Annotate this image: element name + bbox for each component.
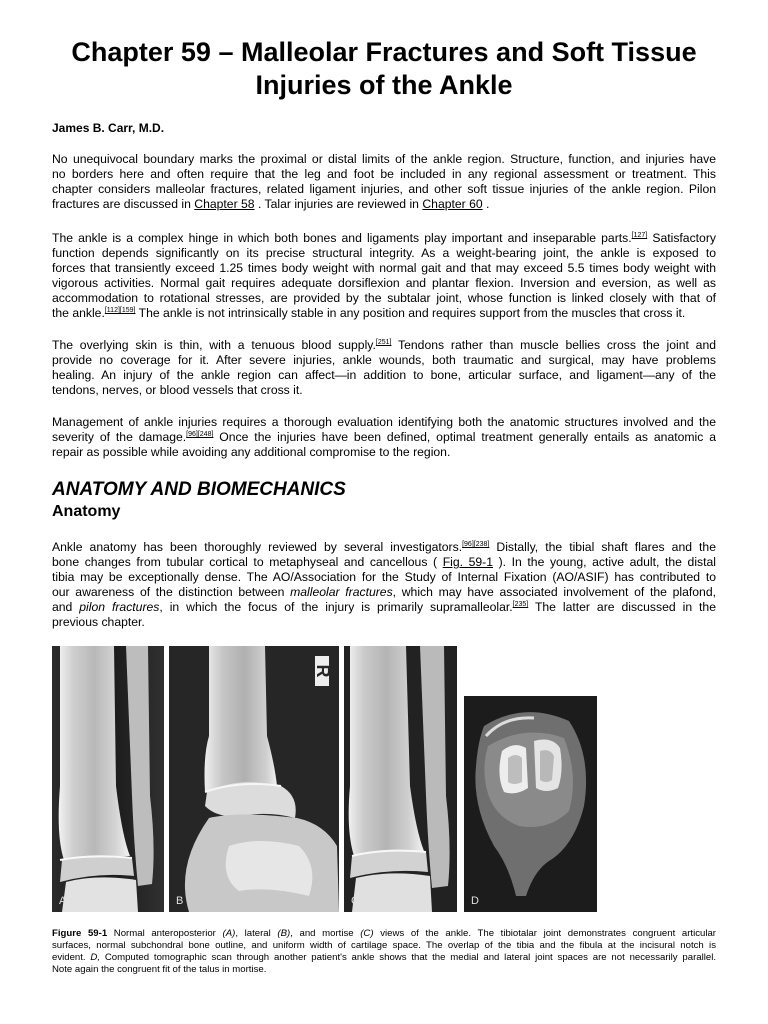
text-fragment: , which may have associated involvement of the plafond, <box>392 585 716 599</box>
text-line: no borders here and often require that the leg and foot be included in any regional assessment or treatment. This <box>52 167 716 181</box>
chapter-title <box>52 36 716 102</box>
panel-label-c: C <box>351 895 359 907</box>
text-line: No unequivocal boundary marks the proximal or distal limits of the ankle region. Structure, function, and injuries have <box>52 152 716 166</box>
xray-panel-b <box>169 646 339 912</box>
text-fragment: bone changes from tubular cortical to metaphyseal and cancellous ( <box>52 555 443 569</box>
caption-line <box>52 952 716 964</box>
text-fragment: and <box>52 600 80 614</box>
text-fragment: The overlying skin is thin, with a tenuous blood supply. <box>52 338 376 352</box>
figure-59-1 <box>52 646 716 912</box>
text-line: healing. An injury of the ankle region can affect—in addition to bone, articular surface, and ligament—any of the <box>52 368 716 382</box>
text-line: previous chapter. <box>52 615 145 629</box>
text-fragment: Satisfactory <box>647 231 716 245</box>
text-line: forces that transiently exceed 1.25 times body weight with normal gait and that may exceed 5.5 times body weight with <box>52 261 716 275</box>
emphasis-term: (A) <box>222 928 236 939</box>
section-heading: ANATOMY AND BIOMECHANICS <box>52 479 346 500</box>
text-line: vigorous activities. Normal gait requires adequate dorsiflexion and plantar flexion. Inversion and eversion, as well as <box>52 276 716 290</box>
text-fragment: The ankle is not intrinsically stable in any position and requires support from the muscles that cross it. <box>135 306 686 320</box>
caption-line <box>52 928 716 940</box>
emphasis-term: (B) <box>277 928 291 939</box>
text-line <box>52 555 716 570</box>
text-fragment: . Talar injuries are reviewed in <box>254 197 423 211</box>
text-line <box>52 540 716 555</box>
text-line: chapter considers malleolar fractures, related ligament injuries, and other soft tissue injuries of the ankle region. Pilon <box>52 182 716 196</box>
reference-link[interactable]: [235] <box>512 601 529 608</box>
text-line: tibia may be exceptionally dense. The AO/Association for the Study of Internal Fixation (AO/ASIF) has contributed to <box>52 570 716 584</box>
emphasis-term: D, <box>90 952 101 963</box>
xray-panel-a <box>52 646 164 912</box>
text-fragment: the ankle. <box>52 306 105 320</box>
panel-label-b: B <box>176 895 184 907</box>
paragraph-anatomy <box>52 540 716 630</box>
reference-link[interactable]: [251] <box>375 339 392 346</box>
text-fragment: , lateral <box>235 928 278 939</box>
reference-link[interactable]: [96][248] <box>186 431 214 438</box>
text-fragment: , in which the focus of the injury is primarily supramalleolar. <box>159 600 513 614</box>
text-line: function depends significantly on its precise structural integrity. As a weight-bearing joint, the ankle is exposed to <box>52 246 716 260</box>
chapter-60-link[interactable]: Chapter 60 <box>422 197 483 211</box>
text-fragment: evident. <box>52 952 91 963</box>
text-line <box>52 231 716 246</box>
text-fragment: severity of the damage. <box>52 430 187 444</box>
text-fragment: . <box>482 197 490 211</box>
text-line <box>52 197 716 212</box>
text-fragment: Tendons rather than muscle bellies cross the joint and <box>391 338 716 352</box>
chapter-title-line-1: Chapter 59 – Malleolar Fractures and Soft Tissue <box>71 37 697 67</box>
panel-label-a: A <box>59 895 67 907</box>
text-fragment: our awareness of the distinction between <box>52 585 291 599</box>
text-line: repair as possible while avoiding any additional compromise to the region. <box>52 445 451 459</box>
paragraph-management <box>52 415 716 460</box>
lateral-marker-letter: R <box>313 664 333 678</box>
text-fragment: Once the injuries have been defined, optimal treatment generally entails as anatomic a <box>213 430 717 444</box>
text-line <box>52 600 716 615</box>
xray-panel-c <box>344 646 457 912</box>
panel-label-d: D <box>471 895 479 907</box>
chapter-58-link[interactable]: Chapter 58 <box>194 197 255 211</box>
text-line <box>52 585 716 600</box>
text-fragment: fractures are discussed in <box>52 197 195 211</box>
text-fragment: The latter are discussed in the <box>528 600 716 614</box>
text-line: Management of ankle injuries requires a thorough evaluation identifying both the anatomic structures involved and the <box>52 415 716 429</box>
xray-mortise-image <box>344 646 457 912</box>
reference-link[interactable]: [127] <box>631 232 648 239</box>
text-fragment: , and mortise <box>290 928 361 939</box>
figure-caption <box>52 928 716 976</box>
text-line <box>52 338 716 353</box>
author-name: James B. Carr, M.D. <box>52 121 165 135</box>
text-fragment: Computed tomographic scan through another patient's ankle shows that the medial and lateral joint spaces are not necessarily parallel. <box>100 952 716 963</box>
ct-scan-image <box>464 696 597 912</box>
text-fragment: Ankle anatomy has been thoroughly reviewed by several investigators. <box>52 540 463 554</box>
caption-line: surfaces, normal subchondral bone outline, and uniform width of cartilage space. The overlap of the tibia and the fibula at the incisural notch is <box>52 940 716 951</box>
figure-label: Figure 59-1 <box>52 928 108 939</box>
emphasis-term: (C) <box>360 928 374 939</box>
paragraph-ankle-hinge <box>52 231 716 321</box>
caption-line: Note again the congruent fit of the talus in mortise. <box>52 964 267 975</box>
text-fragment: The ankle is a complex hinge in which both bones and ligaments play important and inseparable parts. <box>52 231 632 245</box>
figure-59-1-link[interactable]: Fig. 59-1 <box>442 555 493 569</box>
text-fragment: Distally, the tibial shaft flares and the <box>489 540 716 554</box>
text-fragment: Normal anteroposterior <box>107 928 223 939</box>
subsection-heading: Anatomy <box>52 503 121 520</box>
reference-link[interactable]: [96][238] <box>462 541 490 548</box>
text-fragment: views of the ankle. The tibiotalar joint demonstrates congruent articular <box>373 928 716 939</box>
paragraph-skin <box>52 338 716 398</box>
text-line: accommodation to rotational stresses, are provided by the subtalar joint, whose function is linked closely with that of <box>52 291 716 305</box>
reference-link[interactable]: [112][159] <box>104 307 136 314</box>
ct-panel-d <box>464 696 597 912</box>
text-line <box>52 306 716 321</box>
text-line: tendons, nerves, or blood vessels that cross it. <box>52 383 303 397</box>
text-line <box>52 430 716 445</box>
xray-lateral-image <box>169 646 339 912</box>
emphasis-term: pilon fractures <box>79 600 160 614</box>
text-fragment: ). In the young, active adult, the distal <box>493 555 716 569</box>
chapter-title-line-2: Injuries of the Ankle <box>255 70 513 100</box>
paragraph-intro <box>52 152 716 212</box>
text-line: provide no coverage for it. After severe injuries, ankle wounds, both traumatic and surgical, may have problems <box>52 353 716 367</box>
xray-ap-image <box>52 646 164 912</box>
emphasis-term: malleolar fractures <box>290 585 393 599</box>
